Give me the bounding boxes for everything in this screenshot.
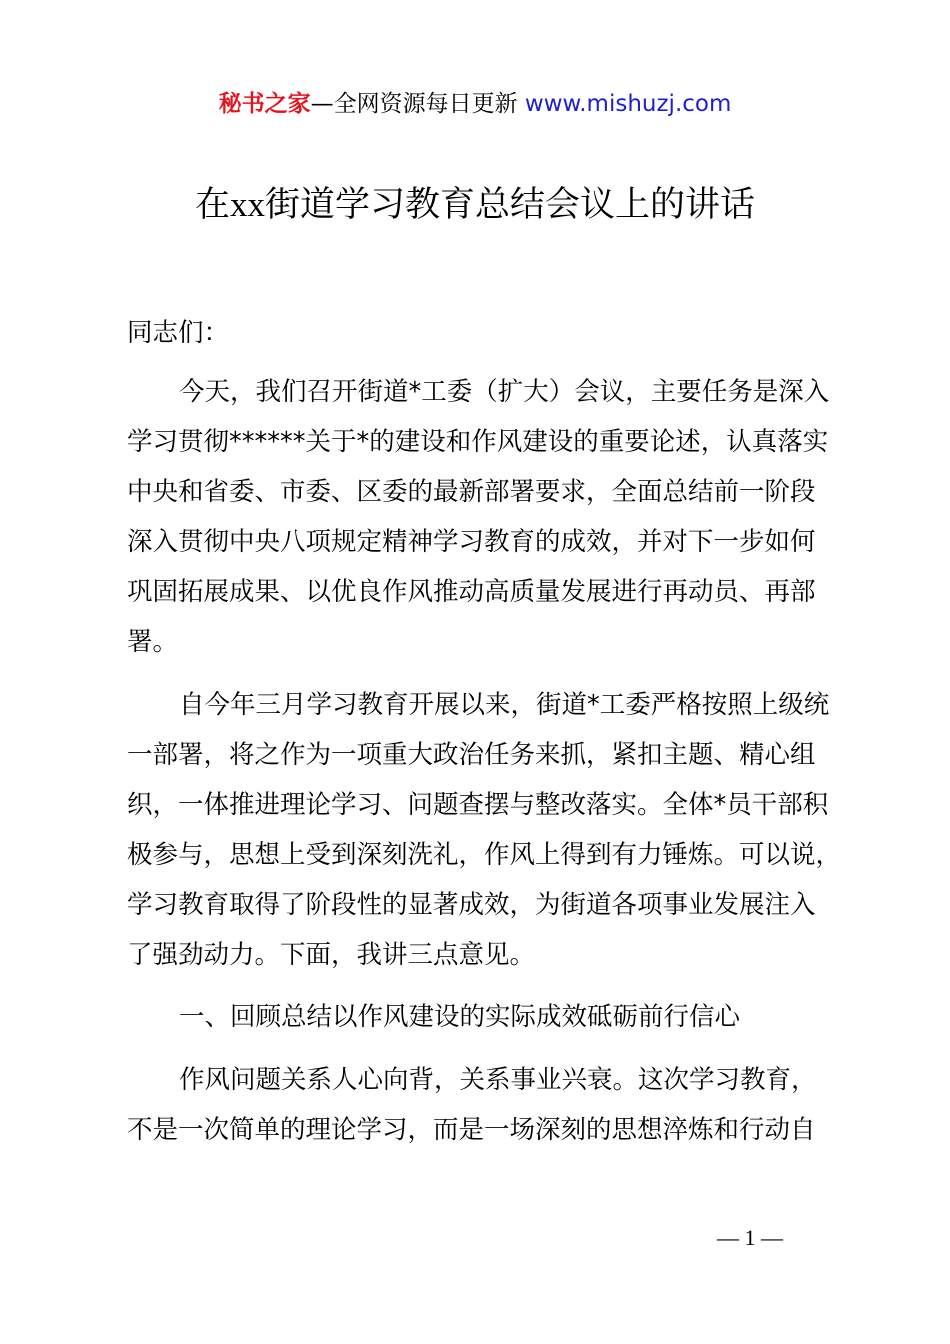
paragraph-2-line: 自今年三月学习教育开展以来，街道*工委严格按照上级统 xyxy=(179,690,830,720)
salutation: 同志们： xyxy=(127,318,230,348)
site-header xyxy=(0,86,950,122)
paragraph-1-line: 学习贯彻******关于*的建设和作风建设的重要论述，认真落实 xyxy=(127,427,829,457)
paragraph-2-line: 了强劲动力。下面，我讲三点意见。 xyxy=(127,940,536,970)
header-slogan: —全网资源每日更新 xyxy=(310,91,525,117)
paragraph-3-line: 作风问题关系人心向背，关系事业兴衰。这次学习教育， xyxy=(179,1065,817,1095)
paragraph-2-line: 一部署，将之作为一项重大政治任务来抓，紧扣主题、精心组 xyxy=(127,740,816,770)
paragraph-1 xyxy=(127,367,839,667)
paragraph-2-line: 织，一体推进理论学习、问题查摆与整改落实。全体*员干部积 xyxy=(127,790,829,820)
site-url-link[interactable]: www.mishuzj.com xyxy=(524,91,732,117)
paragraph-2-line: 极参与，思想上受到深刻洗礼，作风上得到有力锤炼。可以说， xyxy=(127,840,842,870)
paragraph-2 xyxy=(127,680,842,980)
paragraph-2-line: 学习教育取得了阶段性的显著成效，为街道各项事业发展注入 xyxy=(127,890,816,920)
salutation-block xyxy=(127,308,839,358)
paragraph-1-line: 今天，我们召开街道*工委（扩大）会议，主要任务是深入 xyxy=(179,377,830,407)
paragraph-1-line: 巩固拓展成果、以优良作风推动高质量发展进行再动员、再部 xyxy=(127,577,816,607)
paragraph-1-line: 中央和省委、市委、区委的最新部署要求，全面总结前一阶段 xyxy=(127,477,816,507)
paragraph-1-line: 署。 xyxy=(127,627,179,657)
title-placeholder: xx xyxy=(230,185,265,224)
section-heading-text: 一、回顾总结以作风建设的实际成效砥砺前行信心 xyxy=(179,1002,741,1032)
document-title xyxy=(0,180,950,230)
brand-name: 秘书之家 xyxy=(218,91,311,117)
paragraph-1-line: 深入贯彻中央八项规定精神学习教育的成效，并对下一步如何 xyxy=(127,527,816,557)
title-rest: 街道学习教育总结会议上的讲话 xyxy=(265,185,756,225)
paragraph-3-line: 不是一次简单的理论学习，而是一场深刻的思想淬炼和行动自 xyxy=(127,1115,816,1145)
section-heading-1 xyxy=(127,992,839,1042)
paragraph-3 xyxy=(127,1055,839,1155)
title-prefix: 在 xyxy=(194,185,230,225)
page-number: — 1 — xyxy=(717,1225,783,1250)
